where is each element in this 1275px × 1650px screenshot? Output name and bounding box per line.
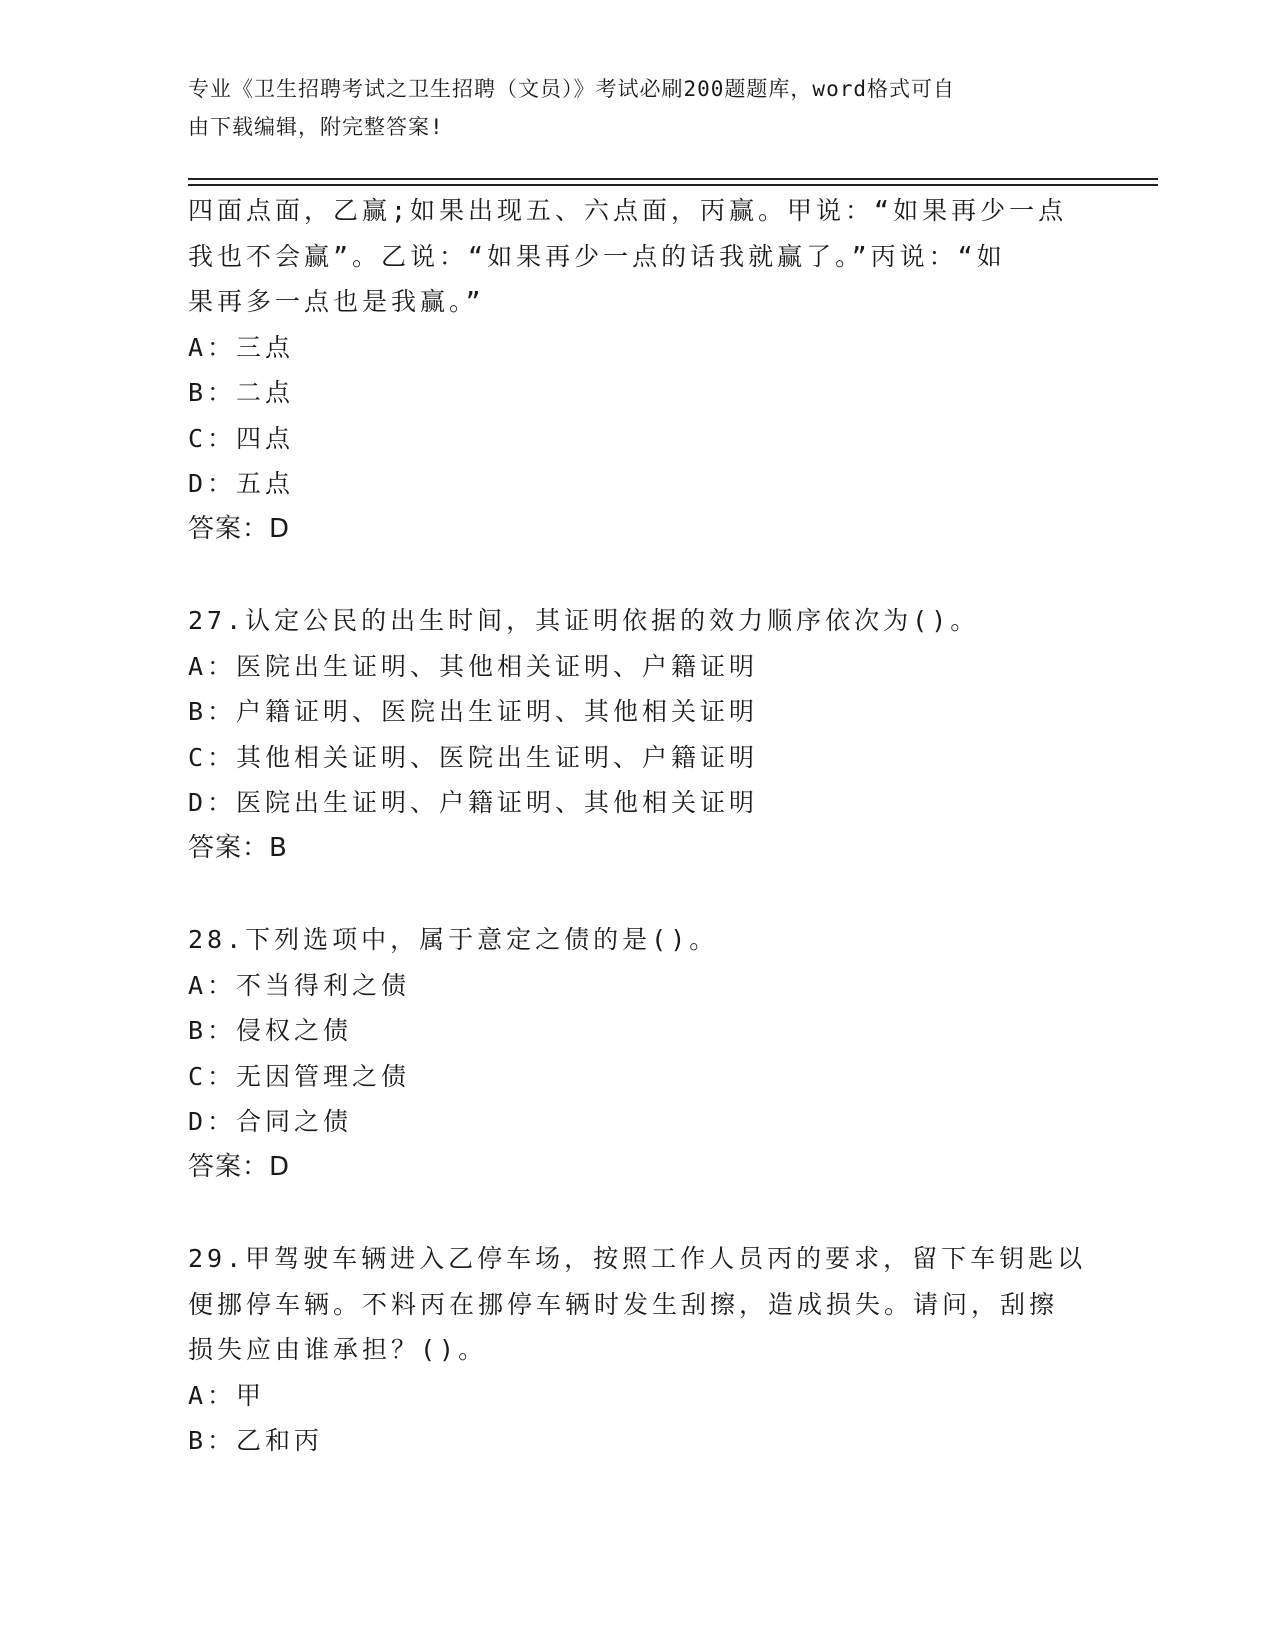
header-divider-bottom [188, 184, 1158, 186]
option-b: B：户籍证明、医院出生证明、其他相关证明 [188, 697, 759, 726]
question-27 [188, 598, 1088, 871]
spacer [188, 1190, 1088, 1236]
question-28 [188, 917, 1088, 1190]
question-text-line: 我也不会赢”。乙说：“如果再少一点的话我就赢了。”丙说：“如 [188, 241, 1006, 271]
spacer [188, 552, 1088, 598]
question-text-line: 便挪停车辆。不料丙在挪停车辆时发生刮擦，造成损失。请问，刮擦 [188, 1289, 1059, 1319]
option-b: B：二点 [188, 378, 295, 407]
answer: 答案：D [188, 513, 291, 544]
option-c: C：其他相关证明、医院出生证明、户籍证明 [188, 742, 759, 772]
option-a: A：医院出生证明、其他相关证明、户籍证明 [188, 651, 759, 681]
option-a: A：甲 [188, 1380, 266, 1410]
option-a: A：三点 [188, 332, 295, 362]
question-text-line: 损失应由谁承担？()。 [188, 1335, 488, 1364]
option-d: D：合同之债 [188, 1107, 353, 1136]
option-c: C：无因管理之债 [188, 1061, 411, 1091]
question-list [188, 188, 1088, 1464]
question-29 [188, 1236, 1088, 1464]
document-header [188, 70, 1068, 146]
header-divider-top [188, 178, 1158, 180]
question-text-line: 29.甲驾驶车辆进入乙停车场，按照工作人员丙的要求，留下车钥匙以 [188, 1244, 1087, 1273]
option-b: B：侵权之债 [188, 1016, 353, 1045]
header-line-2: 由下载编辑，附完整答案! [188, 115, 444, 139]
option-c: C：四点 [188, 423, 295, 453]
question-text-line: 四面点面，乙赢;如果出现五、六点面，丙赢。甲说：“如果再少一点 [188, 196, 1068, 225]
answer: 答案：D [188, 1151, 291, 1182]
option-d: D：五点 [188, 469, 295, 498]
question-text-line: 28.下列选项中，属于意定之债的是()。 [188, 925, 719, 954]
spacer [188, 871, 1088, 917]
answer: 答案：B [188, 832, 288, 863]
option-b: B：乙和丙 [188, 1426, 324, 1455]
question-26 [188, 188, 1088, 552]
question-text-line: 27.认定公民的出生时间，其证明依据的效力顺序依次为()。 [188, 606, 980, 635]
option-d: D：医院出生证明、户籍证明、其他相关证明 [188, 788, 759, 817]
option-a: A：不当得利之债 [188, 970, 411, 1000]
header-line-1: 专业《卫生招聘考试之卫生招聘（文员）》考试必刷200题题库，word格式可自 [188, 77, 955, 101]
question-text-line: 果再多一点也是我赢。” [188, 287, 485, 316]
